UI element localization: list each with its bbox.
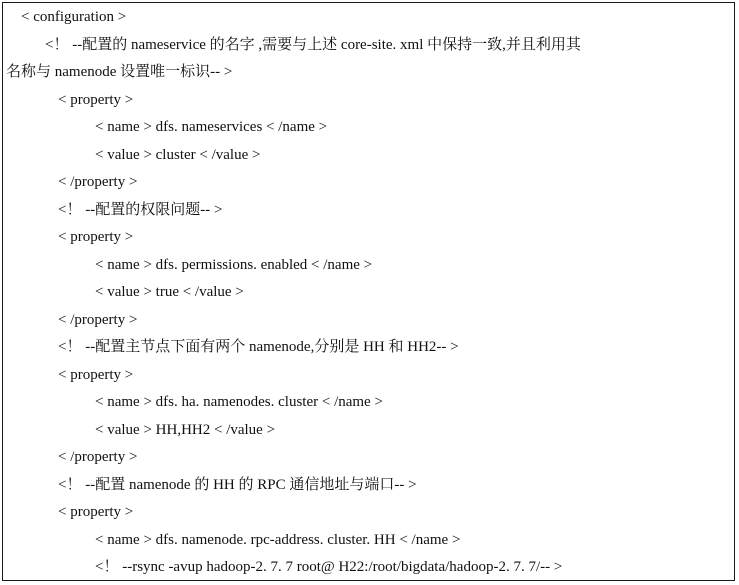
code-listing-frame [2,2,735,581]
code-line-name: < name > dfs. namenode. rpc-address. cluster. HH < /name > [95,531,461,548]
code-line-value: < value > cluster < /value > [95,146,261,163]
code-line-comment-continued: 名称与 namenode 设置唯一标识-- > [6,64,233,80]
code-line-comment: <！ --配置 namenode 的 HH 的 RPC 通信地址与端口-- > [58,476,417,493]
code-line-comment: <！ --配置的权限问题-- > [58,201,223,218]
code-line-property-open: < property > [58,504,134,520]
code-line-comment: <！ --rsync -avup hadoop-2. 7. 7 root@ H22:/root/bigdata/hadoop-2. 7. 7/-- > [95,559,563,575]
code-line-name: < name > dfs. nameservices < /name > [95,119,328,135]
code-line-configuration-open: < configuration > [21,9,127,25]
code-line-property-open: < property > [58,91,134,108]
code-line-property-open: < property > [58,366,134,383]
code-line-name: < name > dfs. ha. namenodes. cluster < /name > [95,394,383,410]
code-line-value: < value > true < /value > [95,284,244,300]
code-line-property-close: < /property > [58,449,138,465]
code-line-comment: <！ --配置的 nameservice 的名字 ,需要与上述 core-site. xml 中保持一致,并且利用其 [45,36,581,53]
code-line-property-close: < /property > [58,174,138,190]
code-line-comment: <！ --配置主节点下面有两个 namenode,分别是 HH 和 HH2-- > [58,339,459,355]
code-line-value: < value > HH,HH2 < /value > [95,421,276,438]
code-listing [3,4,735,581]
code-line-property-open: < property > [58,229,134,245]
code-line-property-close: < /property > [58,311,138,328]
code-line-name: < name > dfs. permissions. enabled < /name > [95,256,373,273]
